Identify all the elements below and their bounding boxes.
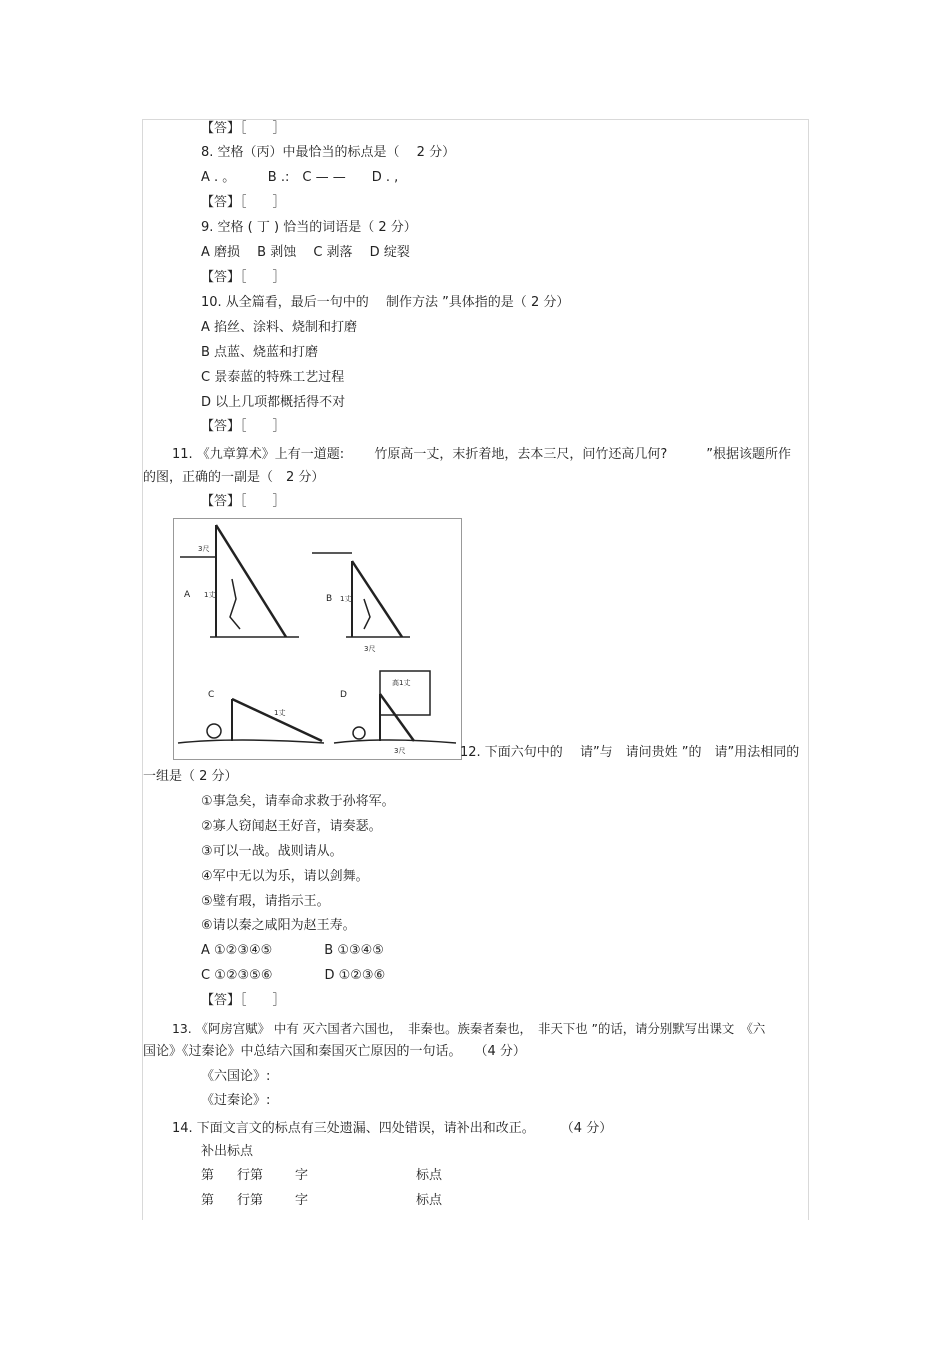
q14-row2-hang[interactable]: 行第 [237, 1193, 264, 1208]
diagram-b-base-note: 3尺 [364, 645, 376, 653]
q12-options-row2: C ①②③⑤⑥ D ①②③⑥ [201, 968, 386, 983]
diagram-c-label: C [208, 690, 215, 700]
diagram-a-leaves [230, 579, 240, 629]
diagram-b-leaves [364, 599, 370, 629]
q14-row1-zi[interactable]: 字 [295, 1168, 309, 1183]
q12-item-5: ⑤璧有瑕，请指示王。 [201, 894, 330, 909]
q14-row1-di: 第 [201, 1168, 215, 1183]
q10-option-d: D 以上几项都概括得不对 [201, 395, 346, 410]
q12-item-1: ①事急矣，请奉命求救于孙将军。 [201, 794, 395, 809]
diagram-d-rock [353, 727, 365, 739]
diagram-d-label: D [340, 690, 347, 700]
answer-blank-q7[interactable]: 【答】［ ］ [201, 121, 286, 136]
diagram-c-rock [207, 724, 221, 738]
q8-options: A . 。 B .: C — — D . , [201, 170, 399, 185]
q12-options-row1: A ①②③④⑤ B ①③④⑤ [201, 943, 384, 958]
answer-blank-q11[interactable]: 【答】［ ］ [201, 494, 286, 509]
q9-options: A 磨损 B 剥蚀 C 剥落 D 绽裂 [201, 245, 410, 260]
q11-line1: 11. 《九章算术》上有一道题: 竹原高一丈，末折着地，去本三尺，问竹还高几何? ”根据该题所作 [172, 447, 791, 462]
q13-item-guoqinlun[interactable]: 《过秦论》: [201, 1093, 271, 1108]
answer-blank-q10[interactable]: 【答】［ ］ [201, 419, 286, 434]
diagram-a-side-note: 1丈 [204, 591, 216, 599]
q10-stem: 10. 从全篇看，最后一句中的 制作方法 ”具体指的是（ 2 分） [201, 295, 570, 310]
q13-line1: 13. 《阿房宫赋》 中有 灭六国者六国也， 非秦也。族秦者秦也， 非天下也 ”的话，请分别默写出课文 《六 [172, 1021, 766, 1036]
diagram-d-top-note: 高1丈 [392, 679, 411, 687]
q10-option-c: C 景泰蓝的特殊工艺过程 [201, 370, 345, 385]
diagram-b-side-note: 1丈 [340, 595, 352, 603]
diagram-c-note: 1丈 [274, 709, 286, 717]
q12-line2: 一组是（ 2 分） [143, 769, 238, 784]
q13-line2: 国论》《过秦论》中总结六国和秦国灭亡原因的一句话。 （4 分） [143, 1044, 526, 1059]
q11-line2: 的图，正确的一副是（ 2 分） [143, 470, 325, 485]
q13-item-liuguolun[interactable]: 《六国论》: [201, 1069, 271, 1084]
q8-stem: 8. 空格（丙）中最恰当的标点是（ 2 分） [201, 145, 456, 160]
diagram-a-top-note: 3尺 [198, 545, 210, 553]
answer-blank-q8[interactable]: 【答】［ ］ [201, 195, 286, 210]
diagram-c-broken [232, 699, 322, 741]
q14-stem: 14. 下面文言文的标点有三处遗漏、四处错误，请补出和改正。 （4 分） [172, 1121, 613, 1136]
q12-item-6: ⑥请以秦之咸阳为赵王寿。 [201, 918, 356, 933]
q14-row2-biaodian[interactable]: 标点 [416, 1193, 443, 1208]
bamboo-diagrams [174, 519, 461, 759]
q14-row1-hang[interactable]: 行第 [237, 1168, 264, 1183]
q12-item-3: ③可以一战。战则请从。 [201, 844, 343, 859]
q14-row2-di: 第 [201, 1193, 215, 1208]
diagram-c-ground [178, 740, 324, 743]
diagram-d-base-note: 3尺 [394, 747, 406, 755]
answer-blank-q12[interactable]: 【答】［ ］ [201, 993, 286, 1008]
diagram-d-broken [380, 694, 414, 741]
diagram-d-box [380, 671, 430, 715]
q14-row1-biaodian[interactable]: 标点 [416, 1168, 443, 1183]
diagram-b-broken [352, 561, 402, 637]
answer-blank-q9[interactable]: 【答】［ ］ [201, 270, 286, 285]
q12-item-2: ②寡人窃闻赵王好音，请奏瑟。 [201, 819, 382, 834]
diagram-b-label: B [326, 594, 333, 604]
diagram-d-ground [334, 740, 456, 743]
q14-sub-heading: 补出标点 [201, 1144, 254, 1159]
q14-row2-zi[interactable]: 字 [295, 1193, 309, 1208]
q10-option-b: B 点蓝、烧蓝和打磨 [201, 345, 319, 360]
q10-option-a: A 掐丝、涂料、烧制和打磨 [201, 320, 358, 335]
q11-figure [173, 518, 462, 760]
q12-item-4: ④军中无以为乐，请以剑舞。 [201, 869, 369, 884]
diagram-a-label: A [184, 590, 191, 600]
q9-stem: 9. 空格 ( 丁 ) 恰当的词语是（ 2 分） [201, 220, 417, 235]
diagram-a-broken [216, 525, 286, 637]
q12-line1: 12. 下面六句中的 请”与 请问贵姓 ”的 请”用法相同的 [460, 745, 800, 760]
